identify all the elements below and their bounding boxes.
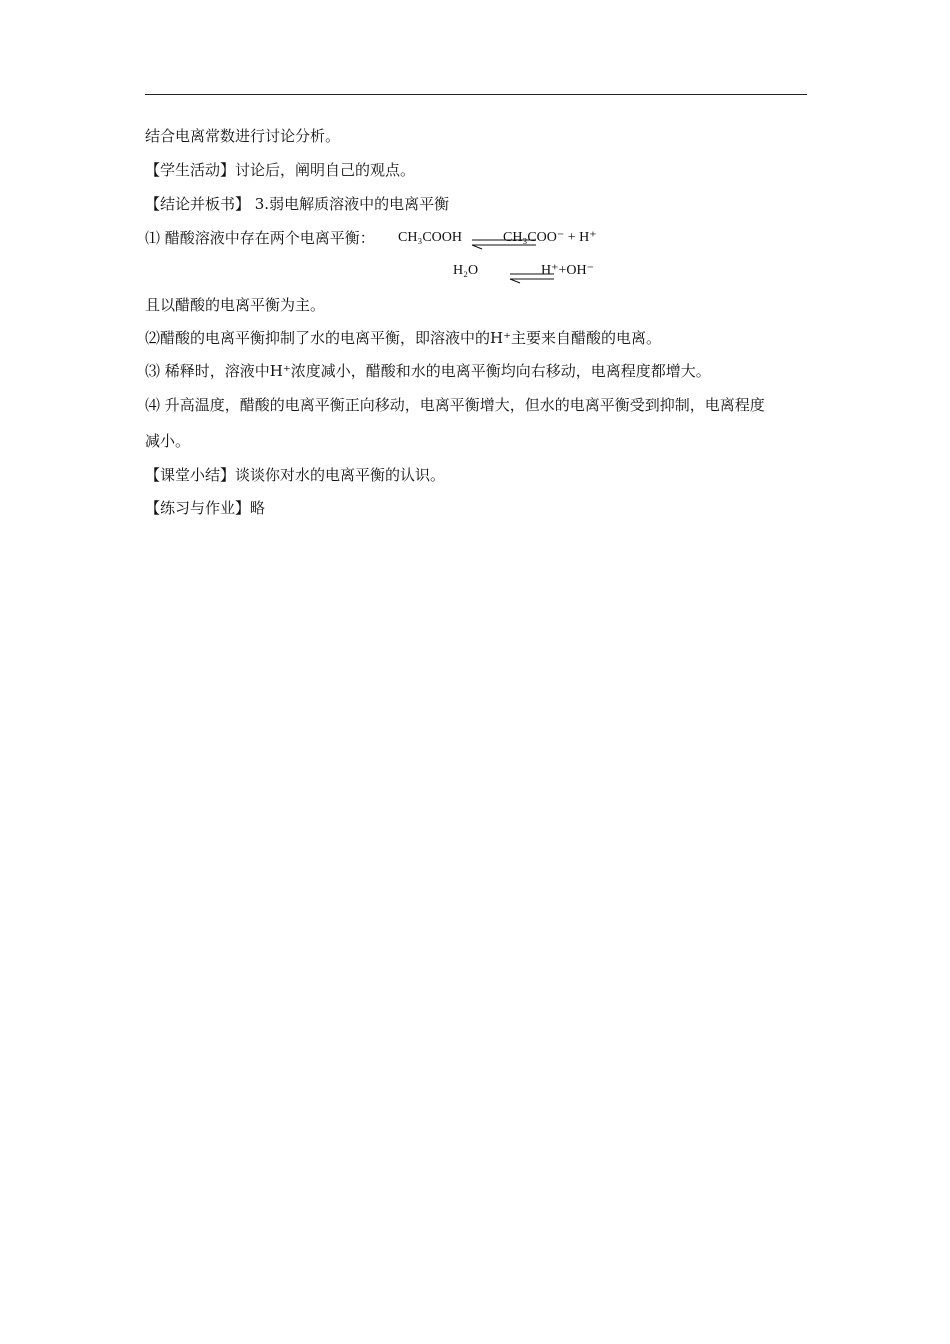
equation-1-right: CH₃COO⁻ + H⁺ [503, 230, 597, 245]
text-line-2: 【学生活动】讨论后，阐明自己的观点。 [145, 161, 416, 179]
header-rule [145, 94, 807, 95]
text-line-3: 【结论并板书】 3.弱电解质溶液中的电离平衡 [145, 195, 450, 213]
text-line-10: 【课堂小结】谈谈你对水的电离平衡的认识。 [145, 466, 446, 484]
text-line-9: 减小。 [145, 432, 191, 450]
equation-2-left: H₂O [453, 263, 479, 278]
text-line-8: ⑷ 升高温度，醋酸的电离平衡正向移动，电离平衡增大，但水的电离平衡受到抑制，电离程度 [145, 396, 765, 414]
equation-1-left: CH₃COOH [398, 230, 462, 245]
text-line-6: ⑵醋酸的电离平衡抑制了水的电离平衡，即溶液中的H⁺主要来自醋酸的电离。 [145, 329, 662, 347]
text-line-1: 结合电离常数进行讨论分析。 [145, 127, 341, 145]
text-line-11: 【练习与作业】略 [145, 499, 266, 517]
text-line-5: 且以醋酸的电离平衡为主。 [145, 296, 326, 314]
equation-2-right: H⁺+OH⁻ [541, 263, 595, 278]
text-line-4: ⑴ 醋酸溶液中存在两个电离平衡： [145, 229, 375, 247]
text-line-7: ⑶ 稀释时，溶液中H⁺浓度减小，醋酸和水的电离平衡均向右移动，电离程度都增大。 [145, 362, 711, 380]
